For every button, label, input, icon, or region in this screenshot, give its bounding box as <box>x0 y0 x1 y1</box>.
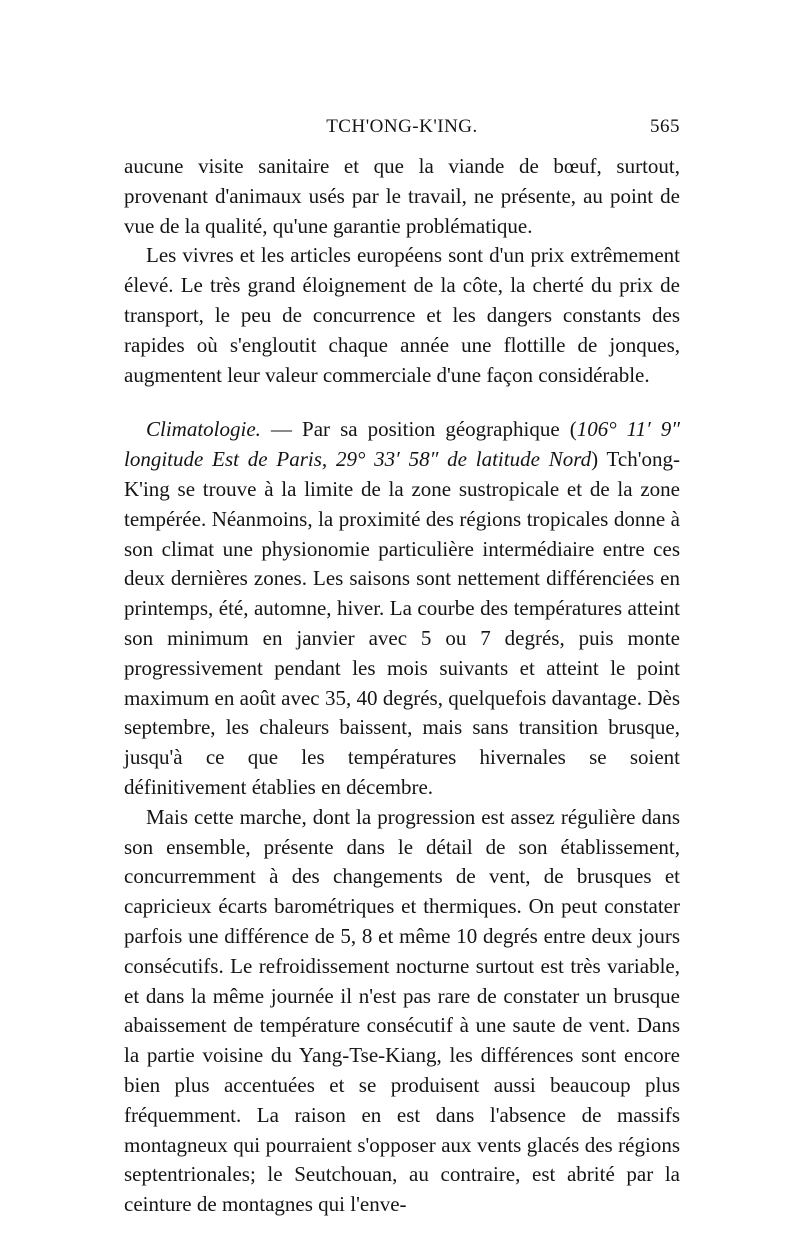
coordinates: 106° 11′ 9″ longitude Est de Paris, 29° 33′ 58″ de latitude Nord <box>124 417 680 472</box>
paragraph-2: Les vivres et les articles européens sont d'un prix extrêmement élevé. Le très grand éloignement de la côte, la cherté du prix de transport, le peu de concurrence et les dangers constants des rapides où s'engloutit chaque année une flottille de jonques, augmentent leur valeur commerciale d'une façon considérable. <box>124 243 680 387</box>
page-header <box>124 116 680 144</box>
paragraph-1: aucune visite sanitaire et que la viande de bœuf, surtout, provenant d'animaux usés par le travail, ne présente, au point de vue de la qualité, qu'une garantie problématique. <box>124 154 680 238</box>
paragraph-rest: ) Tch'ong-K'ing se trouve à la limite de la zone sustropicale et de la zone tempérée. Néanmoins, la proximité des régions tropicales donne à son climat une physionomie particulière intermédiaire entre ces deux dernières zones. Les saisons sont nettement différenciées en printemps, été, automne, hiver. La courbe des températures atteint son minimum en janvier avec 5 ou 7 degrés, puis monte progressivement pendant les mois suivants et atteint le point maximum en août avec 35, 40 degrés, quelquefois davantage. Dès septembre, les chaleurs baissent, mais sans transition brusque, jusqu'à ce que les températures hivernales se soient définitivement établies en décembre. <box>124 447 681 799</box>
body-text <box>124 152 680 1220</box>
section-title: Climatologie. <box>146 417 261 442</box>
paragraph-4: Mais cette marche, dont la progression est assez régulière dans son ensemble, présente dans le détail de son établissement, concurremment à des changements de vent, de brusques et capricieux écarts barométriques et thermiques. On peut constater parfois une différence de 5, 8 et même 10 degrés entre deux jours consécutifs. Le refroidissement nocturne surtout est très variable, et dans la même journée il n'est pas rare de constater un brusque abaissement de température consécutif à une saute de vent. Dans la partie voisine du Yang-Tse-Kiang, les différences sont encore bien plus accentuées et se produisent aussi beaucoup plus fréquemment. La raison en est dans l'absence de massifs montagneux qui pourraient s'opposer aux vents glacés des régions septentrionales; le Seutchouan, au contraire, est abrité par la ceinture de montagnes qui l'enve- <box>124 804 680 1217</box>
paragraph-lead: — Par sa position géographique ( <box>260 417 577 442</box>
page-number: 565 <box>650 116 680 137</box>
running-title: TCH'ONG-K'ING. <box>326 116 478 137</box>
paragraph-climatologie <box>124 415 680 802</box>
